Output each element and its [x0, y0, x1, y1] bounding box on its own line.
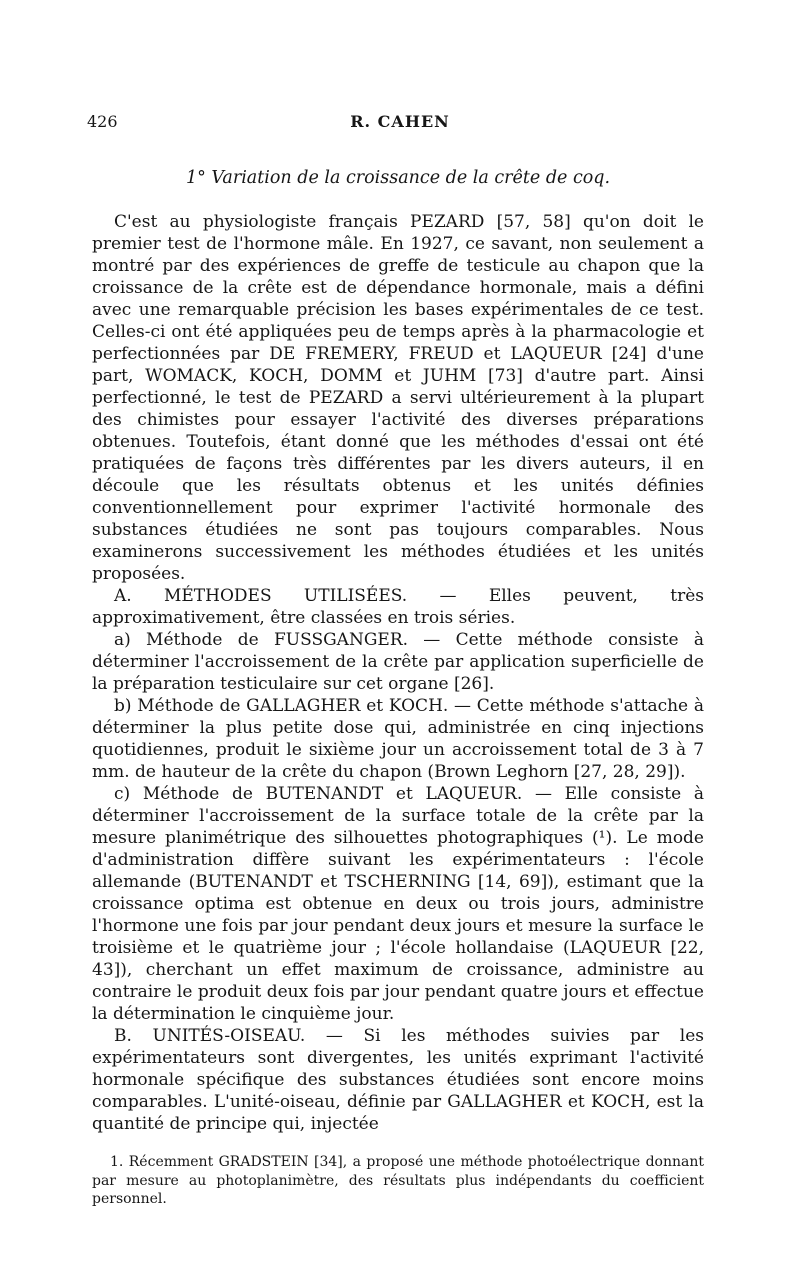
- paragraph-method-b: b) Méthode de GALLAGHER et KOCH. — Cette méthode s'attache à déterminer la plus petite dose qui, administrée en cinq injections quotidiennes, produit le sixième jour un accroissement total de 3 à 7 mm. de hauteur de la crête du chapon (Brown Leghorn [27, 28, 29]).: [92, 696, 704, 782]
- page-header: [0, 112, 800, 136]
- footnote: 1. Récemment GRADSTEIN [34], a proposé une méthode photoélectrique donnant par mesure au photoplanimètre, des résultats plus indépendants du coefficient personnel.: [92, 1154, 704, 1207]
- paragraph-method-a: a) Méthode de FUSSGANGER. — Cette méthode consiste à déterminer l'accroissement de la crête par application superficielle de la préparation testiculaire sur cet organe [26].: [92, 630, 704, 694]
- running-head: R. CAHEN: [350, 112, 450, 131]
- section-title: 1° Variation de la croissance de la crête de coq.: [185, 168, 611, 188]
- paragraph-method-c: c) Méthode de BUTENANDT et LAQUEUR. — Elle consiste à déterminer l'accroissement de la surface totale de la crête par la mesure planimétrique des silhouettes photographiques (¹). Le mode d'administration diffère suivant les expérimentateurs : l'école allemande (BUTENANDT et TSCHERNING [14, 69]), estimant que la croissance optima est obtenue en deux ou trois jours, administre l'hormone une fois par jour pendant deux jours et mesure la surface le troisième et le quatrième jour ; l'école hollandaise (LAQUEUR [22, 43]), cherchant un effet maximum de croissance, administre au contraire le produit deux fois par jour pendant quatre jours et effectue la détermination le cinquième jour.: [92, 784, 704, 1024]
- page-number: 426: [87, 112, 118, 131]
- page-body: [92, 165, 704, 1209]
- paragraph-intro: C'est au physiologiste français PEZARD [57, 58] qu'on doit le premier test de l'hormone mâle. En 1927, ce savant, non seulement a montré par des expériences de greffe de testicule au chapon que la croissance de la crête est de dépendance hormonale, mais a défini avec une remarquable précision les bases expérimentales de ce test. Celles-ci ont été appliquées peu de temps après à la pharmacologie et perfectionnées par DE FREMERY, FREUD et LAQUEUR [24] d'une part, WOMACK, KOCH, DOMM et JUHM [73] d'autre part. Ainsi perfectionné, le test de PEZARD a servi ultérieurement à la plupart des chimistes pour essayer l'activité des diverses préparations obtenues. Toutefois, étant donné que les méthodes d'essai ont été pratiquées de façons très différentes par les divers auteurs, il en découle que les résultats obtenus et les unités définies conventionnellement pour exprimer l'activité hormonale des substances étudiées ne sont pas toujours comparables. Nous examinerons successivement les méthodes étudiées et les unités proposées.: [92, 212, 704, 584]
- paragraph-methods-heading: A. MÉTHODES UTILISÉES. — Elles peuvent, très approximativement, être classées en trois séries.: [92, 586, 704, 628]
- paragraph-bird-units: B. UNITÉS-OISEAU. — Si les méthodes suivies par les expérimentateurs sont divergentes, les unités exprimant l'activité hormonale spécifique des substances étudiées sont encore moins comparables. L'unité-oiseau, définie par GALLAGHER et KOCH, est la quantité de principe qui, injectée: [92, 1026, 704, 1134]
